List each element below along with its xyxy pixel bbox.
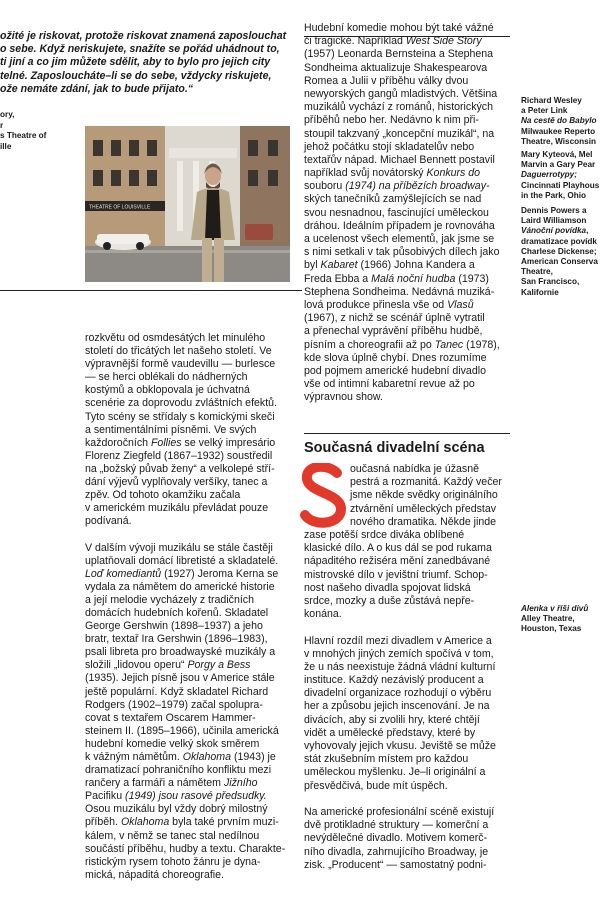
photo-bottom-rule [0,290,302,291]
text-line: kde slova úplně chybí. Dnes rozumíme [304,351,487,364]
text-line: uměleckou myšlenku. Je–li originální a [304,766,486,779]
text-line: rozkvětu od osmdesátých let minulého [85,332,266,344]
text-line: konána. [304,608,342,621]
text-line: newyorských gangů mladistvých. Většina [304,87,498,100]
text-line: Na americké profesionální scéně existují [304,805,495,818]
text-line: a Peter Link [521,106,568,116]
text-line: Theatre, [521,267,553,277]
text-line: kostýmů a obklopovala je úchvatná [85,384,250,397]
text-line: Rodgers (1902–1979) začal spolupra- [85,698,263,711]
text-line: covat s textařem Oscarem Hammer- [85,711,256,724]
text-line: in the Park, Ohio [521,190,587,200]
text-line: století do třicátých let našeho století. Ve [85,345,272,358]
text-line: dání výjevů vyplňovaly veršíky, tanec a [85,476,268,489]
text-line: Marvin a Gary Pear [521,160,596,170]
text-line: a ucelenost všech elementů, jak jsme se [304,233,495,245]
text-line: dvě protikladné struktury — komerční a [304,819,489,832]
text-line: stát zkušebním místem pro každou [304,753,469,766]
side-caption-4 [521,604,600,635]
side-caption-2 [521,150,600,201]
street-photo [85,126,290,282]
column-two-text-bottom [304,529,514,872]
theatre-sign: THEATRE OF LOUISVILLE [89,204,151,211]
text-line: podívaná. [85,515,132,528]
text-line: (1935). Jejich písně jsou v Americe stále [85,672,275,685]
text-line: Mary Kyteová, Mel [521,150,593,159]
text-line: jsme někde svědky originálního [350,489,498,502]
text-line: Vánoční povídka, [521,226,589,236]
text-line: Sondheima aktualizuje Shakespearova [304,61,488,74]
text-line: — se herci oblékali do nádherných [85,371,248,384]
drop-cap-s-icon [297,463,353,529]
text-line: vidět a umělecké představy, které by [304,726,476,739]
text-line: Osou muzikálu byl vždy dobrý milostný [85,803,268,816]
text-line: Dennis Powers a [521,206,587,215]
text-line: Kalifornie [521,287,559,297]
text-line: instituce. Každý nezávislý producent a [304,674,484,687]
text-line: stoupil takzvaný „koncepční muzikál“, na [304,127,495,140]
section-rule [304,433,510,434]
text-line: divácích, aby si zvolili hry, které chtějí [304,713,480,726]
text-line: nevýdělečné divadlo. Motivem komerč- [304,832,488,845]
text-line: Theatre, Wisconsin [521,136,596,146]
text-line: dramatizace povídk [521,236,597,246]
text-line: Richard Wesley [521,96,582,105]
text-line: přesvědčivá, bude mít úspěch. [304,779,448,792]
text-line: výpravnou show. [304,391,383,404]
column-one-text [85,332,301,882]
text-line: ještě populární. Když skladatel Richard [85,685,269,698]
text-line: ožité je riskovat, protože riskovat znamená zaposlouchat [0,30,287,42]
text-line: hudební komedie velký skok směrem [85,737,260,750]
text-line: písním a choreografii až po Tanec (1978), [304,338,500,351]
text-line: Cincinnati Playhous [521,180,600,190]
text-line: svou nesnadnou, fascinující uměleckou [304,206,489,219]
text-line: scenérie za doprovodu zvláštních efektů. [85,397,277,410]
text-line: pod pojmem americké hudební divadlo [304,364,486,377]
text-line: uplatňovali domácí libretisté a skladatelé. [85,554,279,567]
text-line: rančery a farmáři a námětem Jižního [85,777,258,790]
text-line: výpravnější formě vaudevillu — burlesce [85,358,276,371]
text-line: ských tanečníků zamýšlejících se nad [304,193,482,206]
text-line: k vážným námětům. Oklahoma (1943) je [85,751,276,763]
text-line: steinem II. (1895–1966), učinila americká [85,724,279,737]
text-line: vydala za námětem do americké historie [85,580,275,593]
text-line: muzikálů vychází z románů, historických [304,101,493,114]
text-line: vyhovovaly jejich vkusu. Jeviště se může [304,740,496,752]
text-line: Pacifiku (1949) jsou rasové předsudky. [85,790,267,803]
text-line: každoročních Follies se velký impresário [85,436,276,449]
text-line: nost našeho divadla spojovat lidská [304,581,471,594]
text-line: Na cestě do Babylo [521,116,597,126]
text-line: zase potěší srdce diváka oblíbené [304,529,465,541]
text-line: Alenka v říši divů [521,604,589,613]
text-line: s Theatre of [0,131,47,140]
text-line: Alley Theatre, [521,614,575,624]
text-line: (1967), z nichž se scénář úplně vytratil [304,312,485,325]
text-line: a sentimentálními písněmi. Ve svých [85,423,257,436]
text-line: San Francisco, [521,277,580,287]
text-line: srdce, mozky a duše zůstává nepře- [304,594,475,607]
text-line: složili „lidovou operu“ Porgy a Bess [85,659,251,672]
text-line: v mnohých jiných zemích spočívá v tom, [304,647,494,660]
text-line: bratr, textař Ira Gershwin (1896–1983), [85,633,268,646]
text-line: ti jiní a co jim můžete sdělit, aby to bylo pro jejich city [0,56,271,69]
text-line: Laird Williamson [521,216,587,226]
text-line: a její melodie vycházely z tradičních [85,593,254,606]
text-line: Charlese Dickense; [521,246,597,256]
text-line: ztvárnění uměleckých představ [350,502,497,515]
text-line: Loď komediantů (1927) Jeroma Kerna se [85,567,279,580]
text-line: například svůj novátorský Konkurs do [304,167,481,180]
text-line: ory, [0,110,15,119]
text-line: dramatizací pohraničního konfliktu mezi [85,764,272,777]
text-line: ille [0,141,12,151]
text-line: domácích hudebních kořenů. Skladatel [85,606,269,619]
text-line: Romea a Julii v příběhu války dvou [304,74,469,87]
text-line: nového dramatika. Někde jinde [350,515,497,528]
text-line: mistrovské dílo v jevištní triumf. Schop- [304,568,488,581]
text-line [304,793,514,806]
text-line: s nimi setkali v tak působivých dílech jako [304,246,500,259]
text-line: součástí příběhu, hudby a textu. Charakte- [85,842,286,855]
text-line: v americkém muzikálu převládat pouze [85,502,269,515]
text-line: Florenz Ziegfeld (1867–1932) soustředil [85,449,273,462]
photo-illustration [85,126,290,282]
text-line: telné. Zaposloucháte–li se do sebe, vždycky riskujete, [0,69,272,82]
text-line: Milwaukee Reperto [521,126,596,136]
text-line: příběhů nebo her. Nedávno k nim při- [304,114,479,127]
text-line: ního divadla, zahrnujícího Broadway, je [304,845,489,858]
text-line: zpěv. Od tohoto okamžiku začala [85,489,241,502]
text-line: či tragické. Například West Side Story [304,35,482,48]
column-two-text-top [304,22,514,404]
drop-cap-s [297,463,353,529]
text-line: ristickým rysem tohoto žánru je dyna- [85,855,261,868]
side-caption-3 [521,206,600,298]
section-heading: Současná divadelní scéna [304,440,485,456]
text-line: George Gershwin (1898–1937) a jeho [85,620,263,633]
pull-quote [0,30,302,96]
text-line: kálem, v němž se tanec stal nedílnou [85,829,260,842]
text-line: her a způsobu jejich inscenování. Je na [304,700,490,713]
text-line: Hlavní rozdíl mezi divadlem v Americe a [304,634,492,647]
left-photo-caption [0,110,75,152]
text-line: divadelní organizace rozhodují o výběru [304,687,492,700]
text-line: nápaditého režiséra mění zanedbávané [304,555,491,568]
text-line: o sebe. Když neriskujete, snažíte se pořád uhádnout to, [0,43,280,56]
text-line: American Conserva [521,256,598,266]
text-line: Hudební komedie mohou být také vážné [304,22,494,34]
text-line: klasické dílo. A o kus dál se pod rukama [304,542,492,555]
text-line: zisk. „Producent“ — samostatný podni- [304,858,487,871]
text-line: textařův nápad. Michael Bennett postavil [304,153,495,166]
text-line: mická, nápaditá choreografie. [85,868,224,881]
text-line: ože nemáte zdání, jak to bude přijato.“ [0,82,194,95]
text-line: pestrá a rozmanitá. Každý večer [350,476,502,489]
text-line: lová produkce přinesla vše od Vlasů [304,298,474,311]
text-line: Tyto scény se střídaly s komickými skeči [85,410,275,423]
text-line: a přenechal vyprávění příběhu hudbě, [304,325,483,338]
text-line: V dalším vývoji muzikálu se stále častěji [85,541,273,554]
text-line: psali libreta pro broadwayské muzikály a [85,646,276,659]
side-caption-1 [521,96,600,147]
text-line: že u nás neexistuje žádná vládní kulturní [304,660,496,673]
text-line: Houston, Texas [521,624,582,634]
drop-cap-paragraph [350,463,515,529]
text-line: jehož počátku stojí skladatelův nebo [304,140,475,153]
text-line: Freda Ebba a Malá noční hudba (1973) [304,272,489,285]
text-line: r [0,120,4,130]
text-line: (1957) Leonarda Bernsteina a Stephena [304,48,494,61]
text-line: souboru (1974) na příbězích broadway- [304,180,490,193]
text-line [304,621,514,634]
text-line: příběh. Oklahoma byla také prvním muzi- [85,816,279,829]
text-line: na „božský půvab ženy“ a velkolepé stří- [85,462,275,475]
text-line: Daguerrotypy; [521,170,577,180]
text-line: oučasná nabídka je úžasně [350,463,479,475]
text-line: vše od intimní kabaretní revue až po [304,378,475,391]
text-line: Stephena Sondheima. Nedávná muziká- [304,285,495,298]
text-line: byl Kabaret (1966) Johna Kandera a [304,259,475,272]
text-line: dráhou. Ideálním případem je rovnováha [304,219,495,232]
text-line [85,528,301,541]
